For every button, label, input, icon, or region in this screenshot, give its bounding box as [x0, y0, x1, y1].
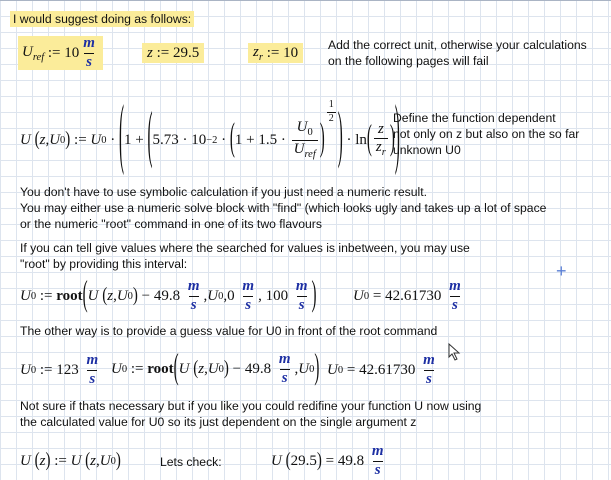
mouse-pointer-icon — [448, 343, 462, 361]
interval-paragraph[interactable] — [20, 240, 470, 272]
solve-paragraph[interactable] — [20, 184, 546, 232]
function-note[interactable] — [393, 110, 579, 158]
redefined-function[interactable]: U ( z ) := U ( z , U 0 ) — [20, 449, 121, 471]
interval-line-2: "root" by providing this interval: — [20, 257, 188, 271]
redefine-line-2: the calculated value for U0 so its just dependent on the single argument z — [20, 415, 417, 429]
function-note-line-2: not only on z but also on the so far — [393, 127, 580, 141]
redefine-line-1: Not sure if thats necessary but if you like you could redifine your function U now using — [20, 399, 482, 413]
units-note[interactable] — [328, 37, 587, 69]
solve-line-1: You don't have to use symbolic calculation if you just need a numeric result. — [20, 185, 428, 199]
solve-line-2: You may either use a numeric solve block with "find" (which looks ugly and takes up a lot of space — [20, 201, 547, 215]
function-definition[interactable]: U ( z , U 0 ) := U 0 · ( 1 + ( 5.73 · 10 −2 · ( 1 + 1.5 · $\frac{U_0}{U_{ref}}$ ) $\frac{1}{2}$ ) · ln ( $\frac{z}{z_r}$ ) ) — [20, 95, 400, 179]
root-guess-expression[interactable]: U 0 := root ( U ( z , U 0 ) − 49.8 $\frac{m}{s}$ , U 0 ) — [111, 348, 320, 387]
uref-definition[interactable]: $U_{ref}$ := 10 $\frac{m}{s}$ — [18, 36, 103, 70]
root-interval-result[interactable]: U 0 = 42.61730 $\frac{m}{s}$ — [353, 277, 461, 313]
top-ruler-line — [0, 0, 611, 1]
guess-definition[interactable]: U 0 := 123 $\frac{m}{s}$ — [20, 351, 99, 387]
units-note-line-2: on the following pages will fail — [328, 54, 489, 68]
guess-paragraph[interactable]: The other way is to provide a guess value for U0 in front of the root command — [20, 324, 438, 338]
check-label[interactable]: Lets check: — [160, 455, 222, 469]
check-evaluation[interactable]: U ( 29.5 ) = 49.8 $\frac{m}{s}$ — [271, 442, 384, 478]
root-guess-result[interactable]: U 0 = 42.61730 $\frac{m}{s}$ — [327, 351, 435, 387]
interval-line-1: If you can tell give values where the searched for values is inbetween, you may use — [20, 241, 470, 255]
zr-definition[interactable]: $z_r$ := 10 — [248, 43, 303, 63]
units-note-line-1: Add the correct unit, otherwise your calculations — [328, 38, 587, 52]
z-definition[interactable]: z := 29.5 — [142, 43, 204, 63]
function-note-line-1: Define the function dependent — [393, 111, 556, 125]
root-interval-expression[interactable]: U 0 := root ( U ( z , U 0 ) − 49.8 $\frac{m}{s}$ , U 0 , 0 $\frac{m}{s}$ , 100 $\frac{m}{s}$ ) — [20, 275, 317, 314]
solve-line-3: or the numeric "root" command in one of its two flavours — [20, 217, 322, 231]
crosshair-cursor-icon: + — [556, 261, 567, 281]
redefine-paragraph[interactable] — [20, 398, 481, 430]
function-note-line-3: unknown U0 — [393, 143, 461, 157]
top-comment[interactable]: I would suggest doing as follows: — [10, 11, 194, 27]
